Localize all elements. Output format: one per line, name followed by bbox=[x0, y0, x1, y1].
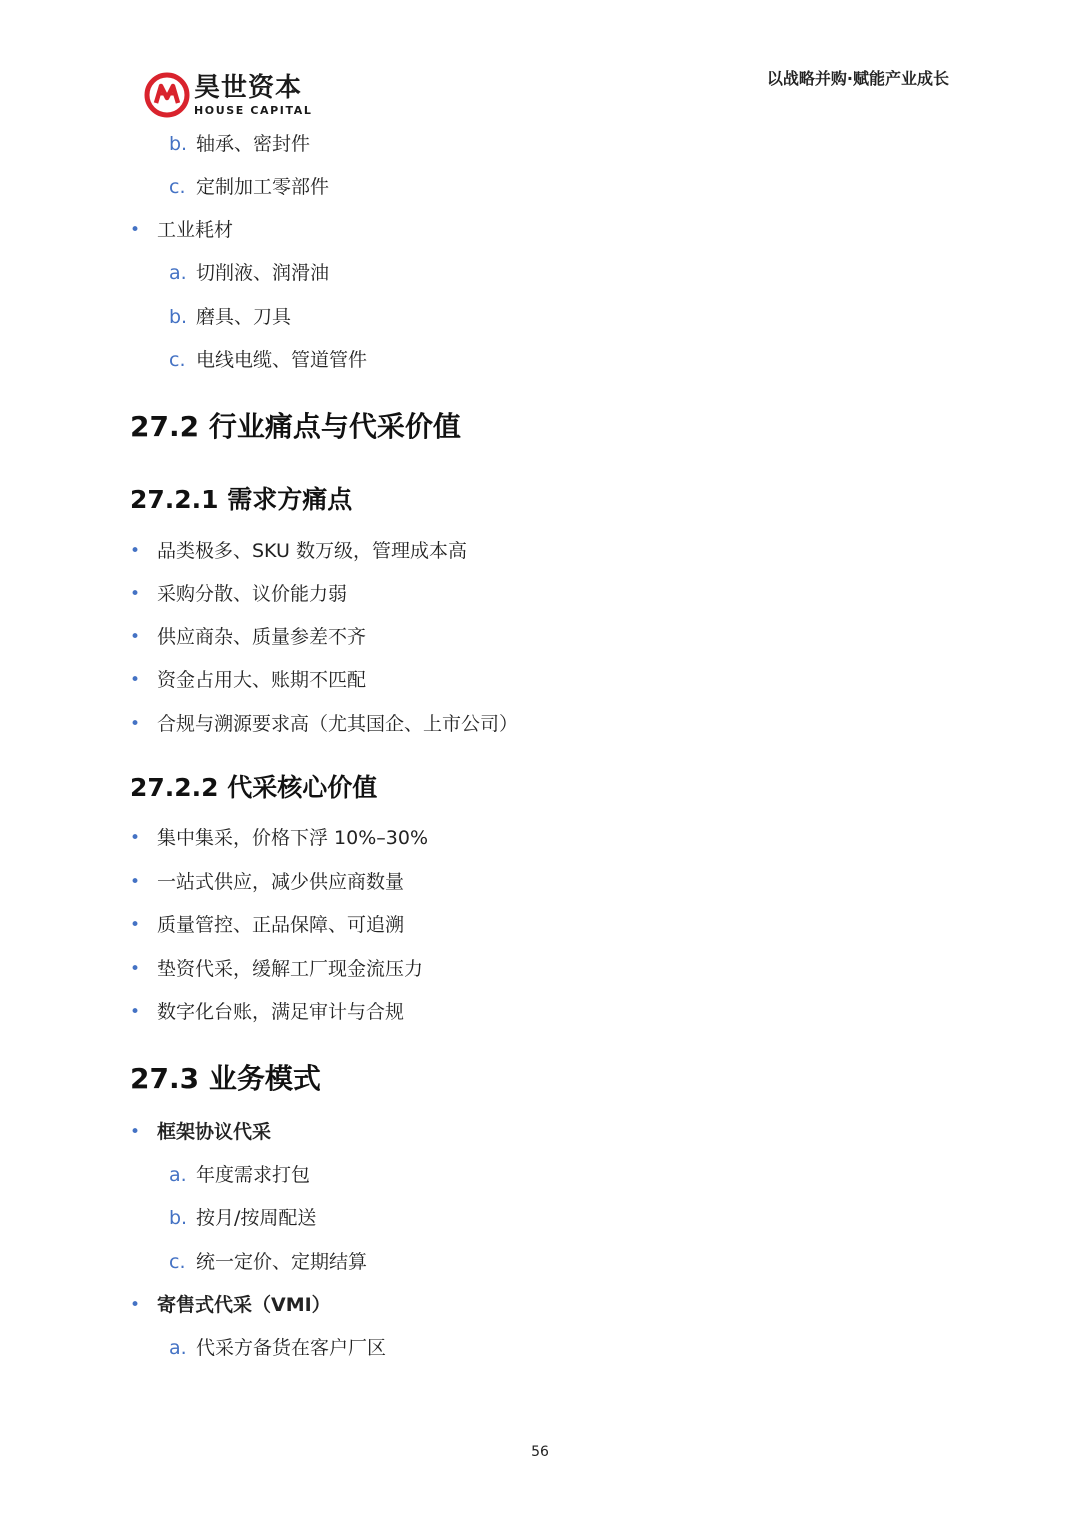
bullet-icon: • bbox=[130, 541, 141, 561]
list-marker: a. bbox=[169, 262, 187, 284]
bullet-text: 供应商杂、质量参差不齐 bbox=[157, 626, 367, 648]
house-capital-logo-icon bbox=[144, 72, 190, 118]
list-marker: c. bbox=[169, 1251, 186, 1273]
bullet-text: 质量管控、正品保障、可追溯 bbox=[157, 914, 405, 936]
bullet-icon: • bbox=[130, 915, 141, 935]
list-marker: c. bbox=[169, 176, 186, 198]
bullet-icon: • bbox=[130, 872, 141, 892]
bullet-text: 品类极多、SKU 数万级，管理成本高 bbox=[157, 540, 467, 562]
logo-chinese-name: 昊世资本 bbox=[194, 72, 303, 103]
bullet-text: 垫资代采，缓解工厂现金流压力 bbox=[157, 958, 424, 980]
bullet-icon: • bbox=[130, 1295, 141, 1315]
list-item-text: 轴承、密封件 bbox=[196, 133, 311, 155]
logo-english-name: HOUSE CAPITAL bbox=[194, 103, 313, 117]
bullet-text: 采购分散、议价能力弱 bbox=[157, 583, 348, 605]
list-marker: a. bbox=[169, 1337, 187, 1359]
list-item-text: 按月/按周配送 bbox=[196, 1207, 317, 1229]
list-item-text: 年度需求打包 bbox=[196, 1164, 311, 1186]
bullet-text: 框架协议代采 bbox=[157, 1121, 272, 1143]
bullet-icon: • bbox=[130, 670, 141, 690]
subsection-heading-27-2-2: 27.2.2 代采核心价值 bbox=[130, 773, 378, 802]
list-marker: a. bbox=[169, 1164, 187, 1186]
bullet-text: 一站式供应，减少供应商数量 bbox=[157, 871, 405, 893]
list-item-text: 代采方备货在客户厂区 bbox=[196, 1337, 387, 1359]
list-marker: b. bbox=[169, 133, 188, 155]
list-item-text: 电线电缆、管道管件 bbox=[196, 349, 368, 371]
bullet-icon: • bbox=[130, 1122, 141, 1142]
list-item-text: 定制加工零部件 bbox=[196, 176, 330, 198]
bullet-text: 合规与溯源要求高（尤其国企、上市公司） bbox=[157, 713, 519, 735]
bullet-icon: • bbox=[130, 1002, 141, 1022]
bullet-icon: • bbox=[130, 828, 141, 848]
subsection-heading-27-2-1: 27.2.1 需求方痛点 bbox=[130, 485, 353, 514]
bullet-icon: • bbox=[130, 714, 141, 734]
section-heading-27-3: 27.3 业务模式 bbox=[130, 1062, 321, 1095]
header-slogan: 以战略并购·赋能产业成长 bbox=[766, 69, 949, 88]
section-heading-27-2: 27.2 行业痛点与代采价值 bbox=[130, 410, 461, 443]
bullet-text: 集中集采，价格下浮 10%–30% bbox=[157, 827, 429, 849]
list-item-text: 磨具、刀具 bbox=[196, 306, 292, 328]
list-marker: c. bbox=[169, 349, 186, 371]
bullet-text: 数字化台账，满足审计与合规 bbox=[157, 1001, 405, 1023]
bullet-icon: • bbox=[130, 627, 141, 647]
page-number: 56 bbox=[531, 1444, 549, 1460]
company-logo bbox=[144, 70, 312, 120]
list-marker: b. bbox=[169, 1207, 188, 1229]
bullet-icon: • bbox=[130, 220, 141, 240]
list-item-text: 切削液、润滑油 bbox=[196, 262, 330, 284]
bullet-icon: • bbox=[130, 584, 141, 604]
list-item-text: 统一定价、定期结算 bbox=[196, 1251, 368, 1273]
bullet-text: 资金占用大、账期不匹配 bbox=[157, 669, 367, 691]
list-marker: b. bbox=[169, 306, 188, 328]
bullet-text: 工业耗材 bbox=[157, 219, 234, 241]
bullet-icon: • bbox=[130, 959, 141, 979]
bullet-text: 寄售式代采（VMI） bbox=[157, 1294, 331, 1316]
